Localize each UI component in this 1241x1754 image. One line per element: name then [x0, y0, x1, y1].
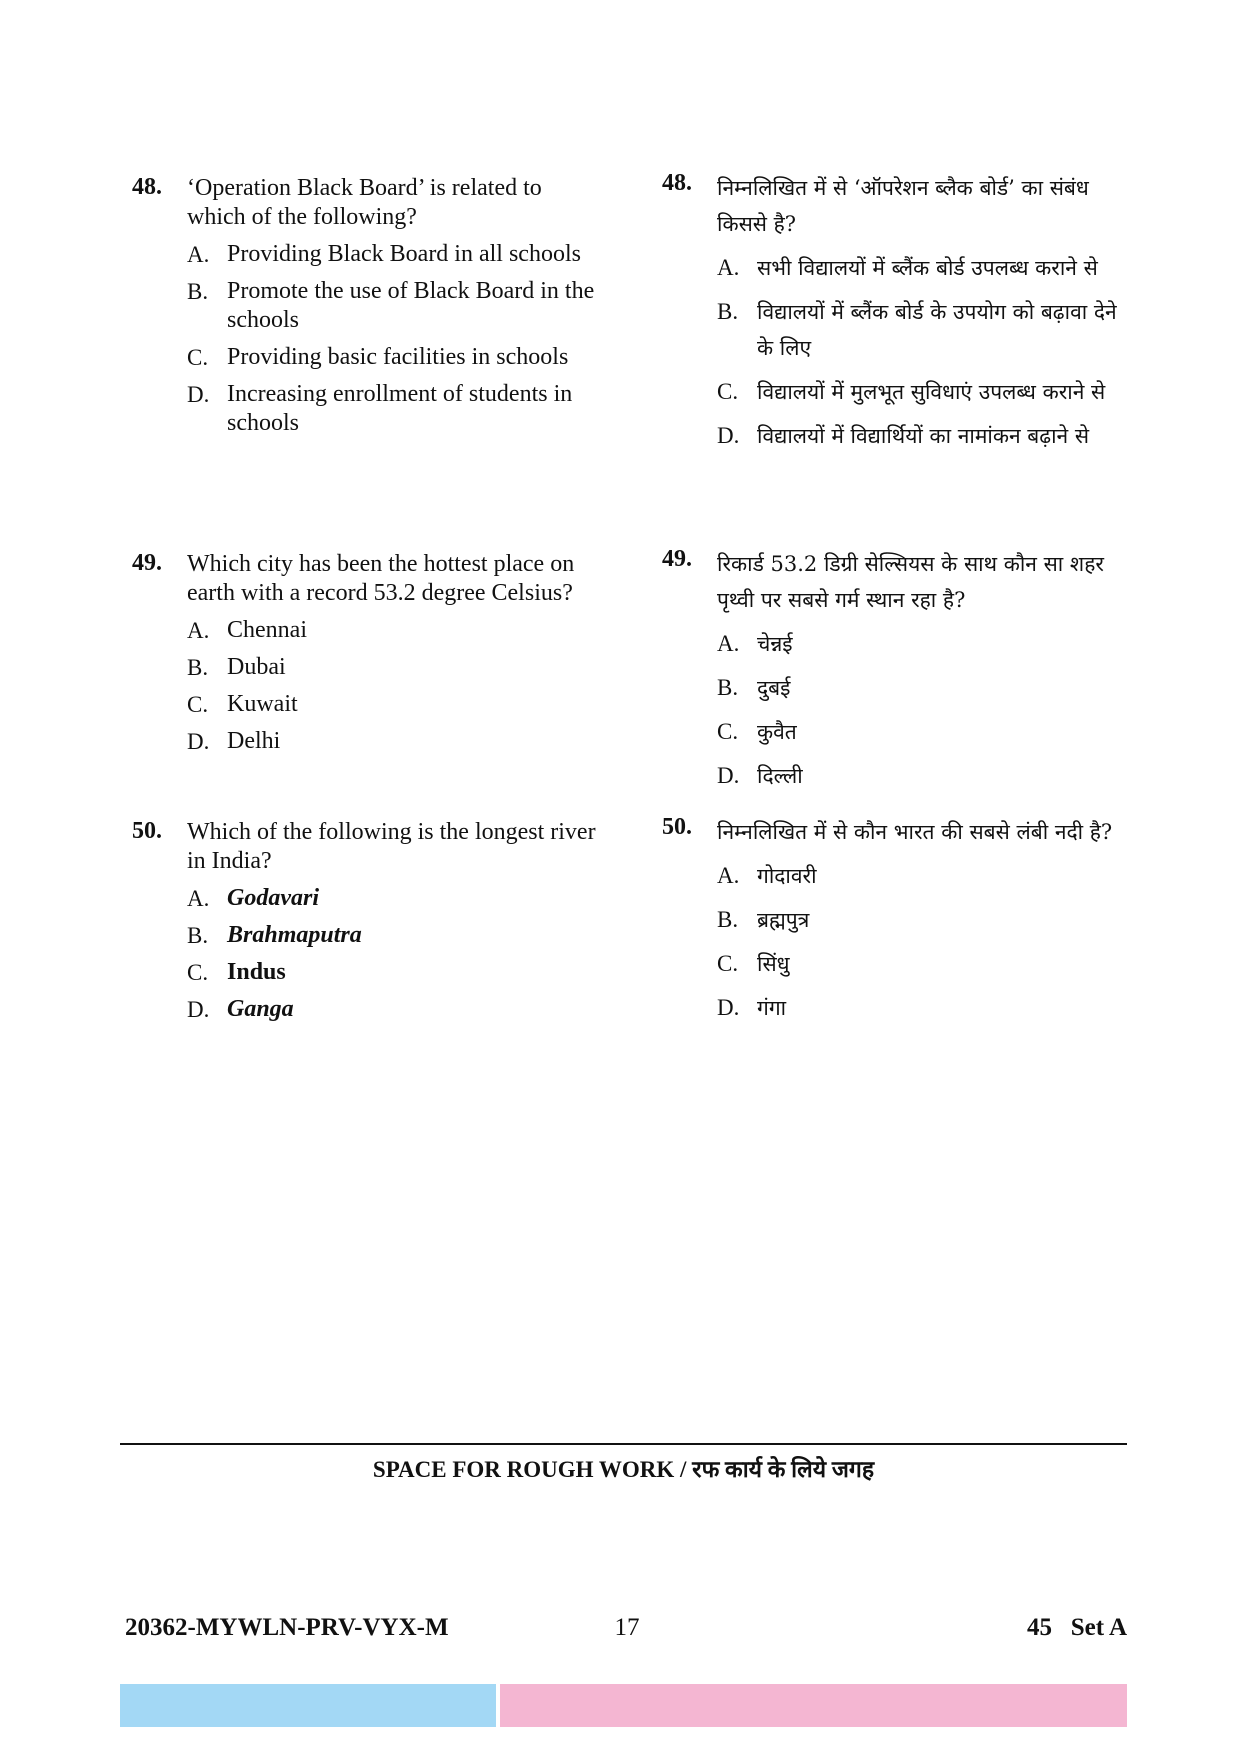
- option-letter: D.: [717, 763, 740, 788]
- options-list: [717, 250, 1132, 454]
- question-49-hi: [662, 546, 1132, 802]
- option: [717, 418, 1132, 454]
- option-text: विद्यालयों में विद्यार्थियों का नामांकन बढ़ाने से: [757, 424, 1090, 448]
- option: [187, 958, 602, 987]
- option-text: विद्यालयों में मुलभूत सुविधाएं उपलब्ध कराने से: [757, 380, 1106, 404]
- option-text: कुवैत: [757, 720, 797, 744]
- option-letter: B.: [717, 907, 739, 932]
- option-text: Increasing enrollment of students in schools: [227, 381, 573, 436]
- option-letter: C.: [187, 345, 209, 370]
- question-number: 48.: [662, 170, 692, 196]
- option: [717, 990, 1132, 1026]
- question-48-hi: [662, 170, 1132, 462]
- option-letter: D.: [187, 382, 210, 407]
- question-number: 49.: [662, 546, 692, 572]
- option-letter: A.: [187, 618, 210, 643]
- footer-code: 20362-MYWLN-PRV-VYX-M: [125, 1614, 449, 1641]
- option-text: चेन्नई: [757, 632, 793, 656]
- option: [187, 995, 602, 1024]
- option: [187, 921, 602, 950]
- pink-footer-bar: [500, 1684, 1127, 1727]
- option-text: विद्यालयों में ब्लैंक बोर्ड के उपयोग को बढ़ावा देने के लिए: [757, 300, 1117, 360]
- option-letter: B.: [187, 655, 209, 680]
- option: [717, 758, 1132, 794]
- option-text: गोदावरी: [757, 864, 817, 888]
- option: [187, 690, 602, 719]
- question-text: रिकार्ड 53.2 डिग्री सेल्सियस के साथ कौन सा शहर पृथ्वी पर सबसे गर्म स्थान रहा है?: [717, 552, 1104, 612]
- option-text: गंगा: [757, 996, 787, 1020]
- options-list: [187, 884, 602, 1024]
- option-text: दुबई: [757, 676, 791, 700]
- question-50-en: [132, 818, 602, 1032]
- options-list: [187, 616, 602, 756]
- options-list: [717, 626, 1132, 794]
- question-49-en: [132, 550, 602, 764]
- option-letter: A.: [187, 242, 210, 267]
- option-text: Delhi: [227, 728, 281, 754]
- option: [717, 294, 1132, 366]
- option-text: Chennai: [227, 617, 307, 643]
- option-text: दिल्ली: [757, 764, 803, 788]
- option-text: Promote the use of Black Board in the schools: [227, 278, 595, 333]
- option-letter: D.: [717, 995, 740, 1020]
- option-text: सिंधु: [757, 952, 790, 976]
- option: [187, 240, 602, 269]
- option: [187, 653, 602, 682]
- option-text: Brahmaputra: [227, 922, 362, 948]
- option-letter: B.: [187, 923, 209, 948]
- option: [187, 343, 602, 372]
- question-number: 48.: [132, 174, 162, 200]
- option-text: Providing basic facilities in schools: [227, 344, 569, 370]
- option: [187, 277, 602, 335]
- options-list: [187, 240, 602, 438]
- question-text: निम्नलिखित में से कौन भारत की सबसे लंबी नदी है?: [717, 820, 1113, 844]
- question-text: Which city has been the hottest place on earth with a record 53.2 degree Celsius?: [187, 551, 575, 606]
- option: [187, 616, 602, 645]
- option: [187, 380, 602, 438]
- option-text: Ganga: [227, 996, 294, 1022]
- option-letter: B.: [717, 299, 739, 324]
- question-50-hi: [662, 814, 1132, 1034]
- option-text: Godavari: [227, 885, 319, 911]
- options-list: [717, 858, 1132, 1026]
- option: [717, 250, 1132, 286]
- option: [717, 714, 1132, 750]
- option: [717, 374, 1132, 410]
- rough-work-divider: [120, 1443, 1127, 1445]
- option: [187, 884, 602, 913]
- question-number: 50.: [132, 818, 162, 844]
- blue-footer-bar: [120, 1684, 496, 1727]
- option: [717, 902, 1132, 938]
- option-letter: C.: [717, 951, 739, 976]
- option-text: ब्रह्मपुत्र: [757, 908, 810, 932]
- option-letter: C.: [717, 379, 739, 404]
- option-text: Indus: [227, 959, 286, 985]
- option-letter: A.: [717, 255, 740, 280]
- option: [717, 946, 1132, 982]
- rough-work-label: SPACE FOR ROUGH WORK / रफ कार्य के लिये जगह: [372, 1457, 875, 1482]
- option-text: Kuwait: [227, 691, 298, 717]
- page-number: 17: [614, 1614, 640, 1641]
- option-letter: D.: [717, 423, 740, 448]
- question-text: ‘Operation Black Board’ is related to which of the following?: [187, 175, 542, 230]
- option: [187, 727, 602, 756]
- question-text: Which of the following is the longest river in India?: [187, 819, 596, 874]
- option: [717, 626, 1132, 662]
- option-letter: C.: [717, 719, 739, 744]
- option-letter: B.: [187, 279, 209, 304]
- option-letter: D.: [187, 729, 210, 754]
- question-number: 49.: [132, 550, 162, 576]
- option-letter: C.: [187, 960, 209, 985]
- option-letter: A.: [187, 886, 210, 911]
- option-letter: C.: [187, 692, 209, 717]
- option-letter: A.: [717, 631, 740, 656]
- option-letter: D.: [187, 997, 210, 1022]
- question-48-en: [132, 174, 602, 446]
- option-letter: A.: [717, 863, 740, 888]
- set-label: 45 Set A: [1027, 1614, 1127, 1641]
- option-text: Providing Black Board in all schools: [227, 241, 581, 267]
- question-text: निम्नलिखित में से ‘ऑपरेशन ब्लैक बोर्ड’ का संबंध किससे है?: [717, 176, 1089, 236]
- option-letter: B.: [717, 675, 739, 700]
- question-number: 50.: [662, 814, 692, 840]
- option-text: Dubai: [227, 654, 286, 680]
- option-text: सभी विद्यालयों में ब्लैंक बोर्ड उपलब्ध कराने से: [757, 256, 1098, 280]
- option: [717, 858, 1132, 894]
- option: [717, 670, 1132, 706]
